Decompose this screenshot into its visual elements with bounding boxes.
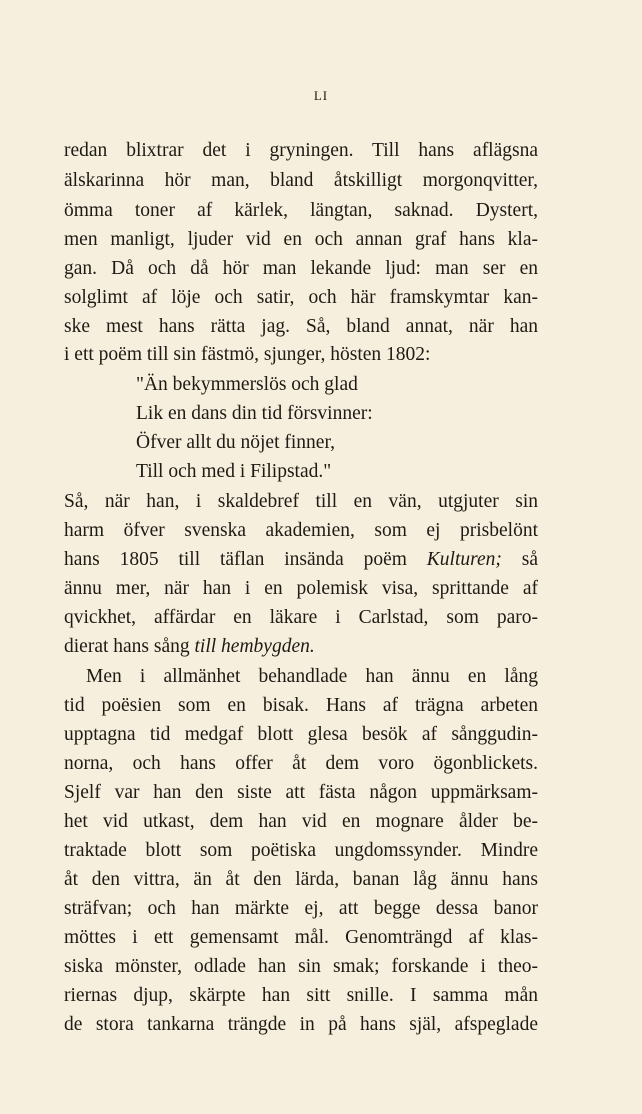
text-segment: så (501, 549, 538, 570)
verse-line: "Än bekymmerslös och glad (136, 374, 358, 395)
text-line: upptagna tid medgaf blott glesa besök af sånggudin- (64, 724, 538, 745)
text-line: traktade blott som poëtiska ungdomssynder. Mindre (64, 840, 538, 861)
text-line (64, 634, 538, 660)
text-line: de stora tankarna trängde in på hans själ, afspeglade (64, 1014, 538, 1035)
text-line: siska mönster, odlade han sin smak; forskande i theo- (64, 956, 538, 977)
text-line: tid poësien som en bisak. Hans af trägna arbeten (64, 695, 538, 716)
text-line (64, 547, 538, 573)
verse-line: Till och med i Filipstad." (136, 461, 332, 482)
text-line: men manligt, ljuder vid en och annan graf hans kla- (64, 229, 538, 250)
text-line: Men i allmänhet behandlade han ännu en lång (86, 666, 538, 687)
text-line: Så, när han, i skaldebref till en vän, utgjuter sin (64, 491, 538, 512)
text-line: riernas djup, skärpte han sitt snille. I samma mån (64, 985, 538, 1006)
text-line: norna, och hans offer åt dem voro ögonblickets. (64, 753, 538, 774)
text-line: sträfvan; och han märkte ej, att begge dessa banor (64, 898, 538, 919)
verse-line: Öfver allt du nöjet finner, (136, 432, 336, 453)
work-title-kulturen: Kulturen; (426, 549, 502, 570)
text-line: solglimt af löje och satir, och här framskymtar kan- (64, 287, 538, 308)
text-line: qvickhet, affärdar en läkare i Carlstad, som paro- (64, 607, 538, 628)
text-line: möttes i ett gemensamt mål. Genomträngd af klas- (64, 927, 538, 948)
text-segment: hans 1805 till täflan insända poëm (64, 549, 427, 570)
text-line: älskarinna hör man, bland åtskilligt morgonqvitter, (64, 170, 538, 191)
text-line: ömma toner af kärlek, längtan, saknad. Dystert, (64, 200, 538, 221)
work-title-hembygden: till hembygden. (194, 636, 315, 657)
text-line: ske mest hans rätta jag. Så, bland annat, när han (64, 316, 538, 337)
text-segment: dierat hans sång (64, 636, 195, 657)
text-line: ännu mer, när han i en polemisk visa, sprittande af (64, 578, 538, 599)
verse-line: Lik en dans din tid försvinner: (136, 403, 373, 424)
text-line: harm öfver svenska akademien, som ej prisbelönt (64, 520, 538, 541)
text-line: Sjelf var han den siste att fästa någon uppmärksam- (64, 782, 538, 803)
text-line: i ett poëm till sin fästmö, sjunger, hösten 1802: (64, 344, 431, 365)
text-line: åt den vittra, än åt den lärda, banan låg ännu hans (64, 869, 538, 890)
text-line: gan. Då och då hör man lekande ljud: man ser en (64, 258, 538, 279)
page-number: LI (313, 88, 329, 103)
text-line: het vid utkast, dem han vid en mognare ålder be- (64, 811, 538, 832)
text-line: redan blixtrar det i gryningen. Till hans aflägsna (64, 140, 538, 161)
